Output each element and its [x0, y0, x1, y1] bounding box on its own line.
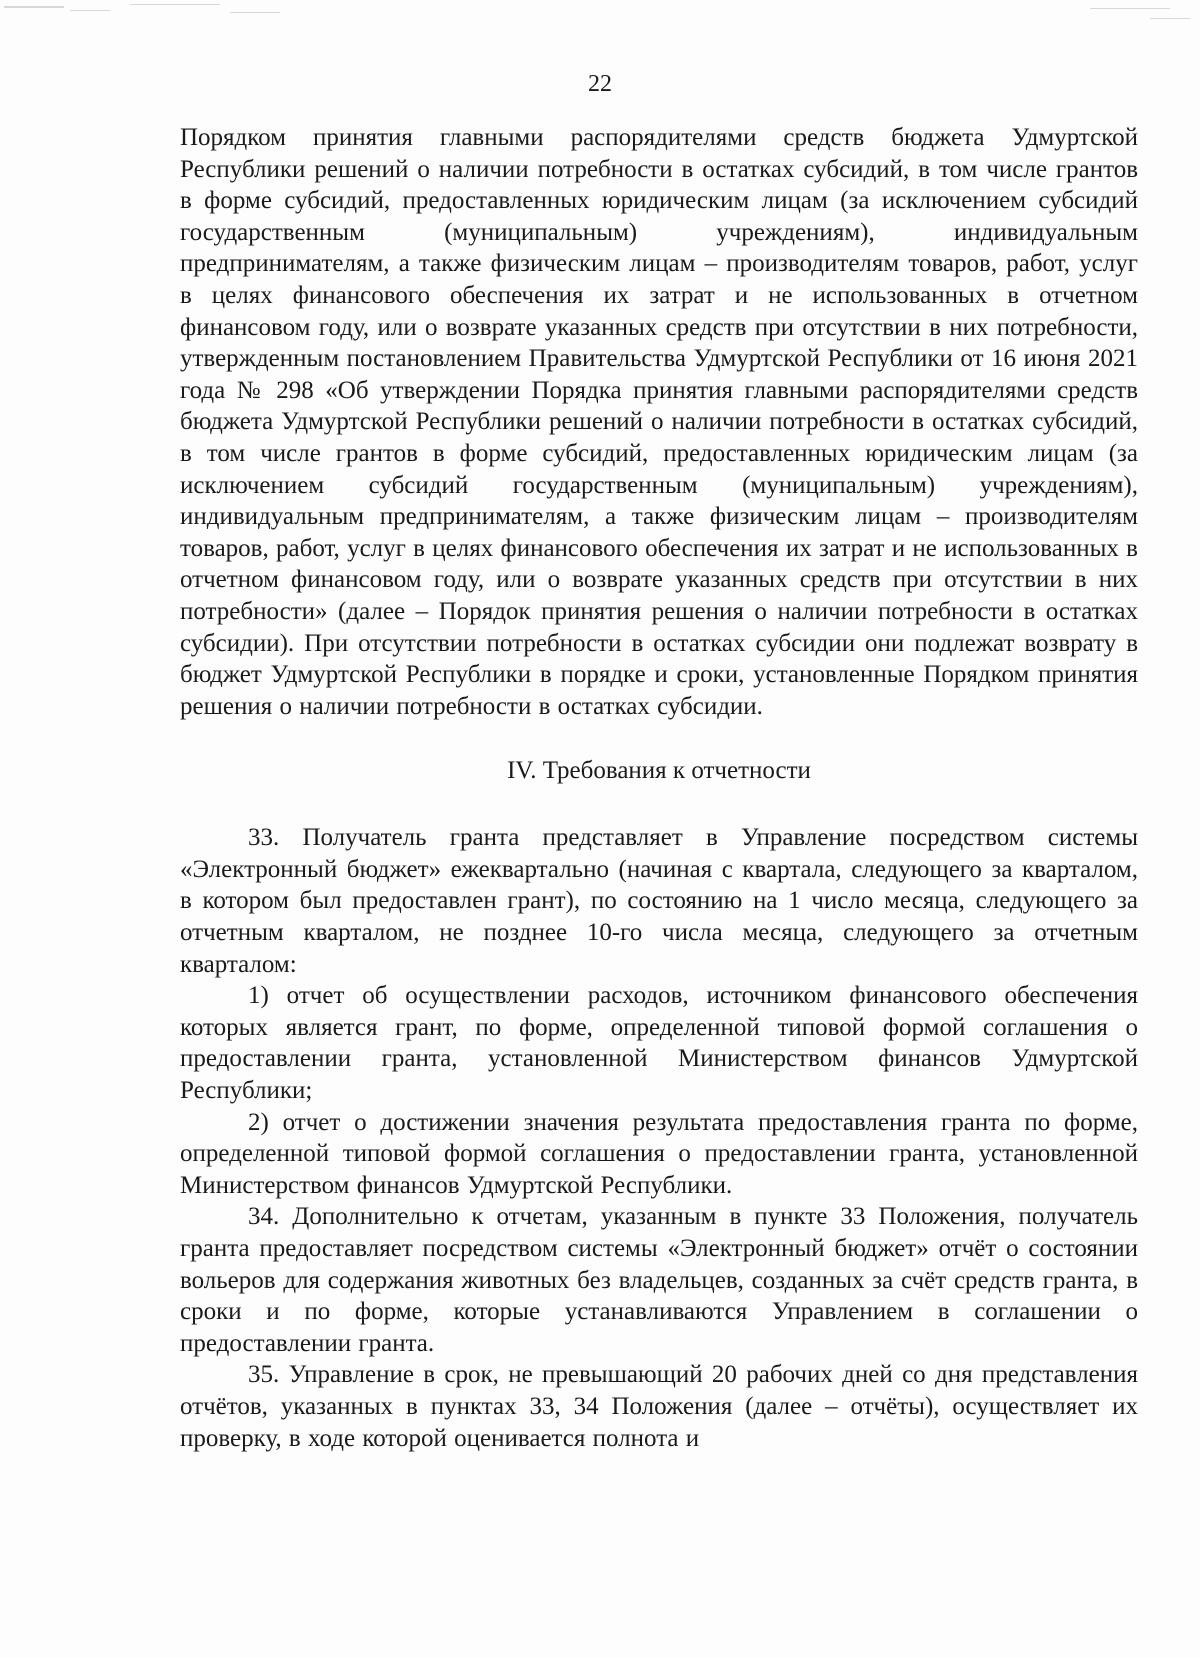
scan-noise: [0, 0, 1200, 40]
paragraph-33-item-1: 1) отчет об осуществлении расходов, источником финансового обеспечения которых является грант, по форме, определенной типовой формой соглашения о предоставлении гранта, установленной Министерством финансов Удмуртской Республики;: [180, 982, 1138, 1105]
document-body: [180, 122, 1138, 1454]
paragraph-continuation: Порядком принятия главными распорядителями средств бюджета Удмуртской Республики решений о наличии потребности в остатках субсидий, в том числе грантов в форме субсидий, предоставленных юридическим лицам (за исключением субсидий государственным (муниципальным) учреждениям), индивидуальным предпринимателям, а также физическим лицам – производителям товаров, работ, услуг в целях финансового обеспечения их затрат и не использованных в отчетном финансовом году, или о возврате указанных средств при отсутствии в них потребности, утвержденным постановлением Правительства Удмуртской Республики от 16 июня 2021 года № 298 «Об утверждении Порядка принятия главными распорядителями средств бюджета Удмуртской Республики решений о наличии потребности в остатках субсидий, в том числе грантов в форме субсидий, предоставленных юридическим лицам (за исключением субсидий государственным (муниципальным) учреждениям), индивидуальным предпринимателям, а также физическим лицам – производителям товаров, работ, услуг в целях финансового обеспечения их затрат и не использованных в отчетном финансовом году, или о возврате указанных средств при отсутствии в них потребности» (далее – Порядок принятия решения о наличии потребности в остатках субсидии). При отсутствии потребности в остатках субсидии они подлежат возврату в бюджет Удмуртской Республики в порядке и сроки, установленные Порядком принятия решения о наличии потребности в остатках субсидии.: [180, 124, 1138, 720]
paragraph-33: 33. Получатель гранта представляет в Управление посредством системы «Электронный бюджет» ежеквартально (начиная с квартала, следующего за кварталом, в котором был предоставлен грант), по состоянию на 1 число месяца, следующего за отчетным кварталом, не позднее 10-го числа месяца, следующего за отчетным кварталом:: [180, 824, 1138, 978]
paragraph-33-item-2: 2) отчет о достижении значения результата предоставления гранта по форме, определенной типовой формой соглашения о предоставлении гранта, установленной Министерством финансов Удмуртской Республики.: [180, 1108, 1138, 1199]
section-heading: IV. Требования к отчетности: [507, 757, 811, 785]
paragraph-35: 35. Управление в срок, не превышающий 20 рабочих дней со дня представления отчётов, указанных в пунктах 33, 34 Положения (далее – отчёты), осуществляет их проверку, в ходе которой оценивается полнота и: [180, 1361, 1138, 1452]
paragraph-34: 34. Дополнительно к отчетам, указанным в пункте 33 Положения, получатель гранта предоставляет посредством системы «Электронный бюджет» отчёт о состоянии вольеров для содержания животных без владельцев, созданных за счёт средств гранта, в сроки и по форме, которые устанавливаются Управлением в соглашении о предоставлении гранта.: [180, 1203, 1138, 1357]
page-number: 22: [588, 71, 612, 97]
